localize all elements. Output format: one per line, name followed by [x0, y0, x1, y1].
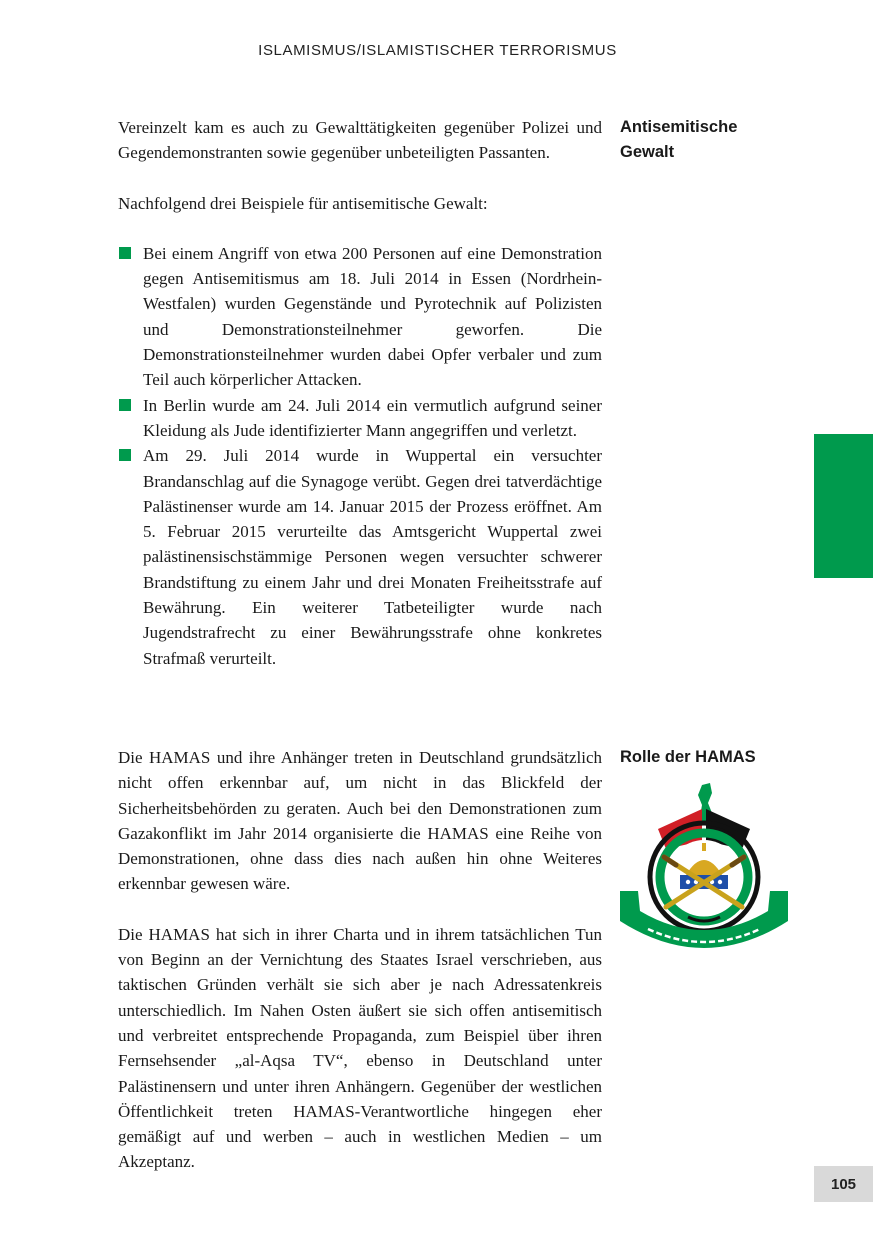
bullet-square-icon [119, 247, 131, 259]
running-header: ISLAMISMUS/ISLAMISTISCHER TERRORISMUS [258, 42, 617, 59]
hamas-emblem-icon [618, 779, 790, 969]
intro-paragraph: Vereinzelt kam es auch zu Gewalttätigkeiten gegenüber Polizei und Gegendemonstranten sowie gegenüber unbeteiligten Passanten. [118, 118, 602, 163]
page-number: 105 [814, 1166, 873, 1202]
chapter-tab [814, 434, 873, 578]
examples-lead: Nachfolgend drei Beispiele für antisemitische Gewalt: [118, 193, 488, 213]
list-item: Bei einem Angriff von etwa 200 Personen auf eine Demonstration gegen Antisemitismus am 18. Juli 2014 in Essen (Nordrhein-Westfalen) wurden Gegenstände und Pyrotechnik auf Polizisten und Demonstrationsteilnehmer geworfen. Die Demonstrationsteilnehmer wurden dabei Opfer verbaler und zum Teil auch körperlicher Attacken. [118, 241, 602, 393]
section-hamas-role [118, 745, 602, 1175]
side-heading-antisemitic-violence: Antisemitische Gewalt [620, 118, 738, 161]
hamas-emblem [618, 779, 790, 969]
list-item: In Berlin wurde am 24. Juli 2014 ein vermutlich aufgrund seiner Kleidung als Jude identifizierter Mann angegriffen und verletzt. [118, 393, 602, 444]
bullet-square-icon [119, 449, 131, 461]
bullet-square-icon [119, 399, 131, 411]
hamas-paragraph-1: Die HAMAS und ihre Anhänger treten in Deutschland grundsätzlich nicht offen erkennbar auf, um nicht in das Blickfeld der Sicherheitsbehörden zu geraten. Auch bei den Demonstrationen zum Gazakonflikt im Jahr 2014 organisierte die HAMAS eine Reihe von Demonstrationen, ohne dass dies nach außen hin ohne Weiteres erkennbar gewesen wäre. [118, 748, 602, 894]
hamas-paragraph-2: Die HAMAS hat sich in ihrer Charta und in ihrem tatsächlichen Tun von Beginn an der Vernichtung des Staates Israel verschrieben, aus taktischen Gründen verhält sie sich aber je nach Adressatenkreis unterschiedlich. Im Nahen Osten äußert sie sich offen antisemitisch und verbreitet entsprechende Propaganda, zum Beispiel über ihren Fernsehsender „al-Aqsa TV“, ebenso in Deutschland unter Palästinensern und unter ihren Anhängern. Gegenüber der westlichen Öffentlichkeit treten HAMAS-Verantwortliche hingegen eher gemäßigt auf und werben – auch in westlichen Medien – um Akzeptanz. [118, 924, 602, 1172]
list-item: Am 29. Juli 2014 wurde in Wuppertal ein versuchter Brandanschlag auf die Synagoge verübt. Gegen drei tatverdächtige Palästinenser wurde am 14. Januar 2015 der Prozess eröffnet. Am 5. Februar 2015 verurteilte das Amtsgericht Wuppertal zwei palästinensischstämmige Personen wegen versuchter schwerer Brandstiftung zu einem Jahr und drei Monaten Freiheitsstrafe auf Bewährung. Ein weiterer Tatbeteiligter wurde nach Jugendstrafrecht zu einer Bewährungsstrafe ohne konkretes Strafmaß verurteilt. [118, 443, 602, 671]
side-heading-hamas: Rolle der HAMAS [620, 748, 756, 766]
examples-list [118, 241, 602, 671]
section-antisemitic-violence [118, 115, 602, 671]
